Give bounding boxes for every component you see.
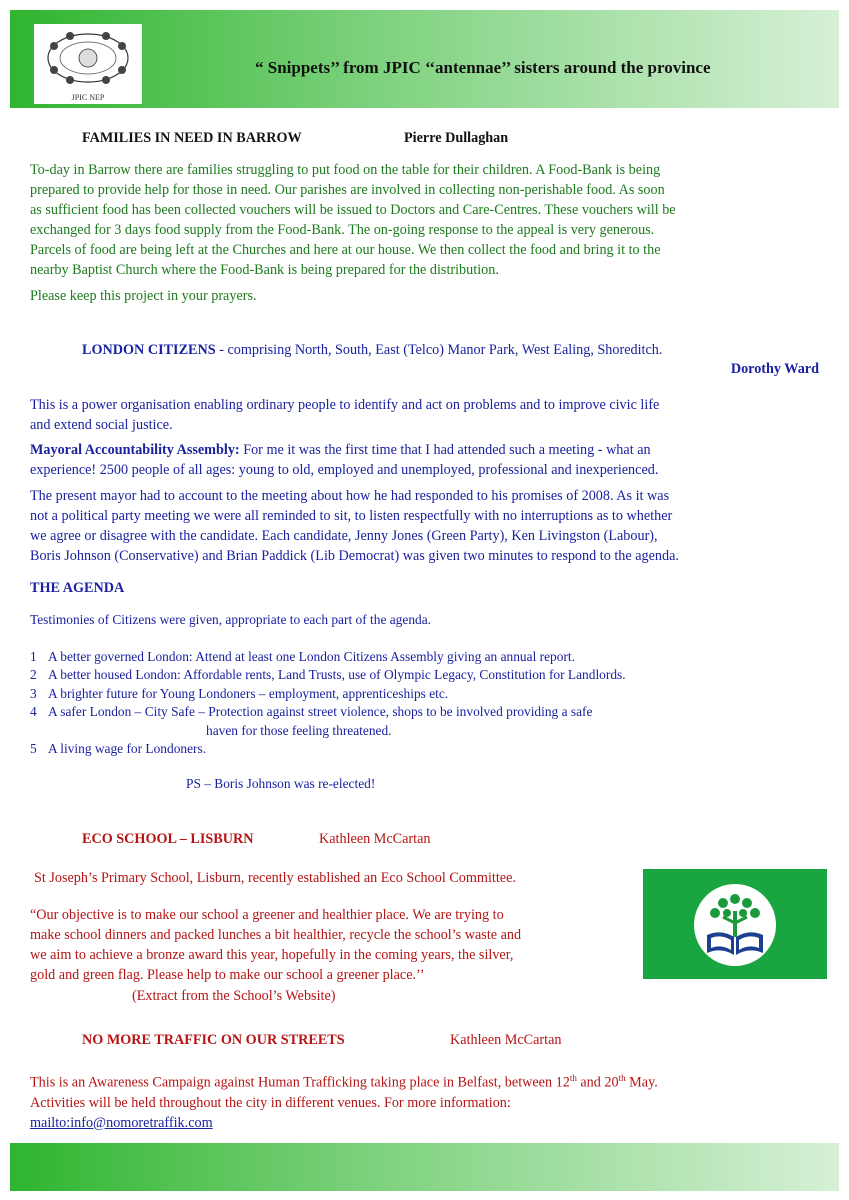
text-line: and extend social justice. bbox=[30, 417, 173, 433]
text-line bbox=[30, 1068, 830, 1093]
prayer-line: Please keep this project in your prayers. bbox=[30, 288, 257, 304]
superscript: th bbox=[569, 1073, 577, 1083]
text-line: Activities will be held throughout the city in different venues. For more information: bbox=[30, 1094, 511, 1111]
agenda-list bbox=[30, 648, 626, 758]
agenda-num: 5 bbox=[30, 741, 37, 757]
section-heading-traffic: NO MORE TRAFFIC ON OUR STREETS bbox=[82, 1032, 345, 1048]
london-intro bbox=[30, 395, 830, 435]
section-author-eco: Kathleen McCartan bbox=[319, 831, 431, 847]
text-line: experience! 2500 people of all ages: young to old, employed and unemployed, professional and inexperienced. bbox=[30, 462, 659, 478]
eco-intro: St Joseph’s Primary School, Lisburn, recently established an Eco School Committee. bbox=[34, 870, 516, 886]
agenda-item bbox=[30, 648, 626, 666]
agenda-item bbox=[30, 685, 626, 703]
text-line: Boris Johnson (Conservative) and Brian Paddick (Lib Democrat) was given two minutes to respond to the agenda. bbox=[30, 548, 679, 564]
assembly-text: For me it was the first time that I had attended such a meeting - what an bbox=[239, 442, 651, 458]
agenda-text: A better housed London: Affordable rents, Land Trusts, use of Olympic Legacy, Constitution for Landlords. bbox=[48, 667, 626, 683]
assembly-label: Mayoral Accountability Assembly: bbox=[30, 442, 240, 458]
section-author-barrow: Pierre Dullaghan bbox=[404, 130, 509, 146]
agenda-num: 3 bbox=[30, 685, 37, 701]
agenda-num: 1 bbox=[30, 649, 37, 664]
eco-school-flag bbox=[643, 869, 827, 979]
agenda-text: A living wage for Londoners. bbox=[48, 741, 207, 757]
eco-quote bbox=[30, 905, 635, 985]
text-line: prepared to provide help for those in need. Our parishes are involved in collecting non-perishable food. As soon bbox=[30, 182, 665, 198]
email-link[interactable]: mailto:info@nomoretraffik.com bbox=[30, 1114, 213, 1131]
text-line: “Our objective is to make our school a greener and healthier place. We are trying to bbox=[30, 907, 504, 923]
agenda-item bbox=[30, 703, 626, 721]
agenda-heading: THE AGENDA bbox=[30, 580, 125, 596]
traffic-text-a: This is an Awareness Campaign against Human Trafficking taking place in Belfast, between 12 bbox=[30, 1074, 570, 1091]
traffic-text-c: May. bbox=[625, 1074, 658, 1091]
text-line: This is a power organisation enabling ordinary people to identify and act on problems and to improve civic life bbox=[30, 397, 660, 413]
text-line: nearby Baptist Church where the Food-Bank is being prepared for the distribution. bbox=[30, 262, 499, 278]
agenda-text: A better governed London: Attend at least one London Citizens Assembly giving an annual report. bbox=[48, 649, 575, 664]
traffic-text-b: and 20 bbox=[576, 1074, 619, 1091]
agenda-item bbox=[30, 722, 626, 740]
globe-circle-logo-icon bbox=[40, 28, 136, 90]
barrow-paragraph bbox=[30, 160, 830, 280]
london-heading-bold: LONDON CITIZENS bbox=[82, 342, 216, 358]
mayor-paragraph bbox=[30, 486, 830, 566]
agenda-text: A safer London – City Safe – Protection against street violence, shops to be involved providing a safe bbox=[48, 704, 593, 720]
agenda-item bbox=[30, 666, 626, 684]
superscript: th bbox=[618, 1073, 626, 1083]
london-heading-rest: - comprising North, South, East (Telco) Manor Park, West Ealing, Shoreditch. bbox=[215, 342, 663, 358]
header-band bbox=[10, 10, 839, 108]
text-line: Parcels of food are being left at the Churches and here at our house. We then collect the food and bring it to the bbox=[30, 242, 661, 258]
section-author-traffic: Kathleen McCartan bbox=[450, 1032, 562, 1048]
agenda-intro: Testimonies of Citizens were given, appropriate to each part of the agenda. bbox=[30, 612, 432, 627]
eco-schools-tree-book-icon bbox=[693, 883, 777, 967]
agenda-num: 2 bbox=[30, 667, 37, 683]
footer-band bbox=[10, 1143, 839, 1191]
agenda-item bbox=[30, 740, 626, 758]
traffic-paragraph bbox=[30, 1068, 830, 1133]
section-heading-eco: ECO SCHOOL – LISBURN bbox=[82, 831, 254, 847]
ps-note: PS – Boris Johnson was re-elected! bbox=[186, 776, 376, 791]
text-line: we aim to achieve a bronze award this year, hopefully in the coming years, the silver, bbox=[30, 947, 514, 963]
text-line: The present mayor had to account to the meeting about how he had responded to his promises of 2008. As it was bbox=[30, 488, 670, 504]
agenda-num: 4 bbox=[30, 704, 37, 720]
text-line: To-day in Barrow there are families struggling to put food on the table for their children. A Food-Bank is being bbox=[30, 162, 661, 178]
text-line: gold and green flag. Please help to make our school a greener place.’’ bbox=[30, 967, 425, 983]
text-line bbox=[30, 440, 830, 460]
agenda-text: haven for those feeling threatened. bbox=[206, 722, 392, 738]
section-heading-london bbox=[82, 340, 662, 360]
agenda-text: A brighter future for Young Londoners – employment, apprenticeships etc. bbox=[48, 685, 449, 701]
text-line bbox=[30, 1113, 830, 1133]
logo-caption: JPIC NEP bbox=[71, 93, 105, 102]
jpic-logo bbox=[34, 24, 142, 104]
text-line: not a political party meeting we were all reminded to sit, to listen respectfully with no interruptions as to whether bbox=[30, 508, 673, 524]
assembly-paragraph bbox=[30, 440, 830, 480]
text-line: make school dinners and packed lunches a bit healthier, recycle the school’s waste and bbox=[30, 927, 522, 943]
text-line: exchanged for 3 days food supply from the Food-Bank. The on-going response to the appeal is very generous. bbox=[30, 222, 655, 238]
section-author-london: Dorothy Ward bbox=[730, 361, 819, 377]
text-line: we agree or disagree with the candidate. Each candidate, Jenny Jones (Green Party), Ken Livingston (Labour), bbox=[30, 528, 658, 544]
text-line: as sufficient food has been collected vouchers will be issued to Doctors and Care-Centres. These vouchers will be bbox=[30, 202, 676, 218]
eco-extract-note: (Extract from the School’s Website) bbox=[132, 988, 336, 1004]
page-title: “ Snippets’’ from JPIC ‘‘antennae’’ sisters around the province bbox=[255, 58, 711, 77]
section-heading-barrow: FAMILIES IN NEED IN BARROW bbox=[82, 130, 302, 146]
